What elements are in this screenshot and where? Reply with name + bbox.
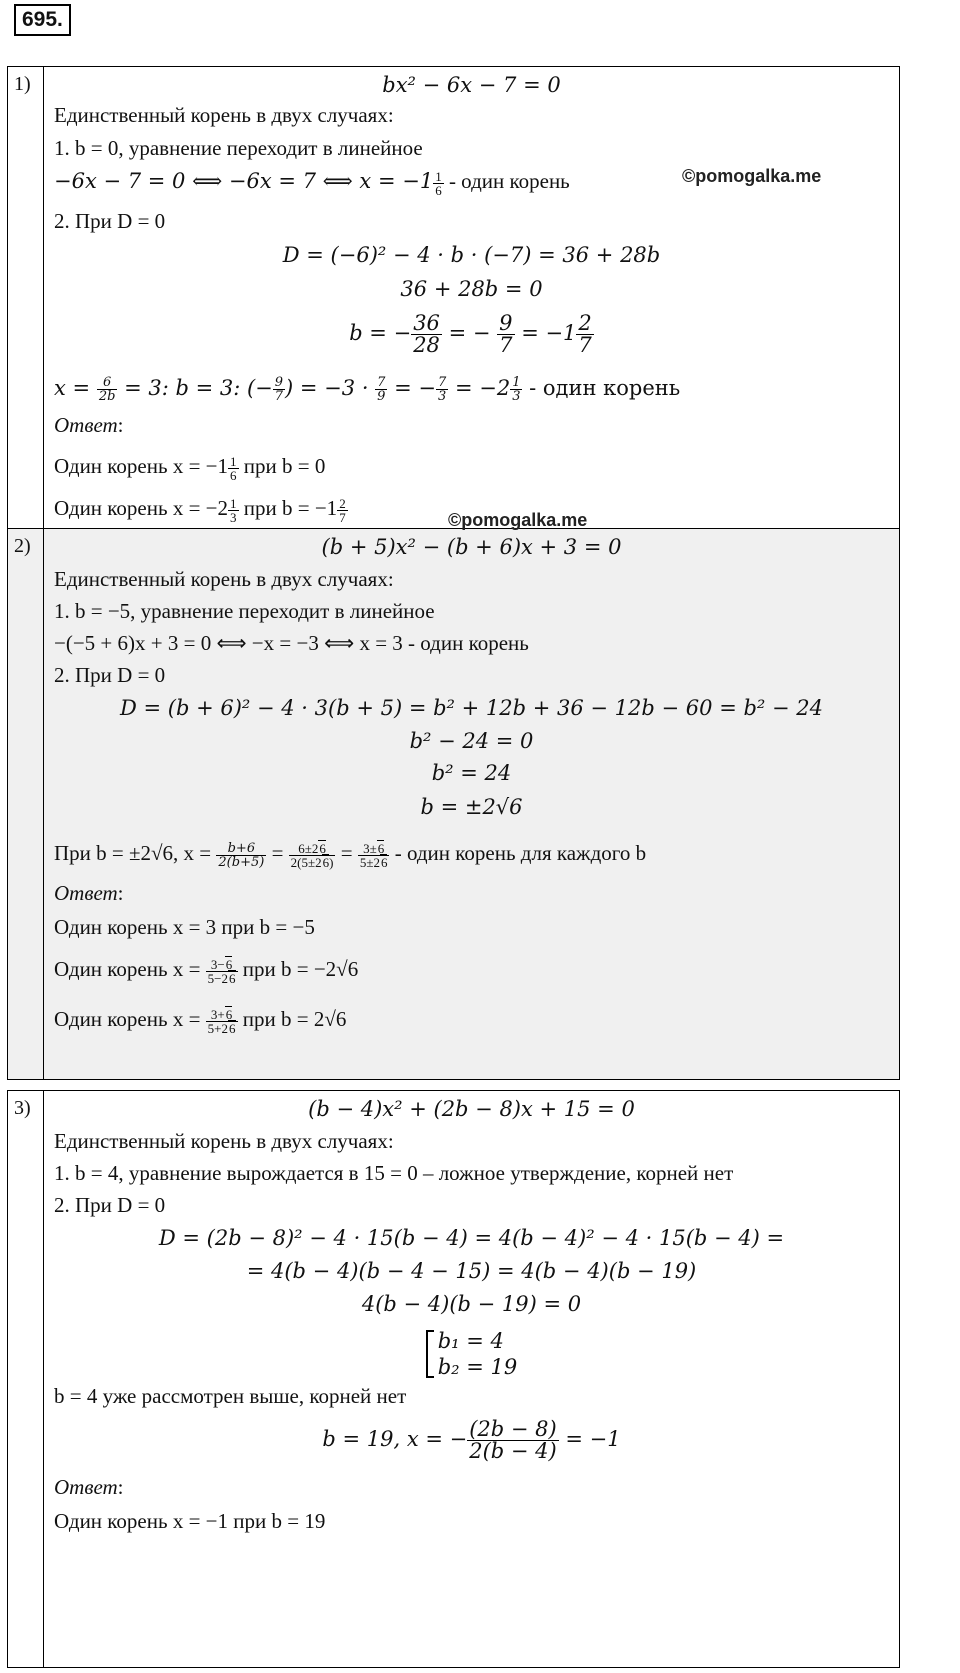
case-1: 1. b = −5, уравнение переходит в линейное — [54, 599, 435, 623]
discriminant-equation: 4(b − 4)(b − 19) = 0 — [361, 1292, 582, 1316]
x-expression: x = $\frac{6}{2b}$ = 3: b = 3: (− $\frac{9}{7}$ ) = −3 · $\frac{7}{9}$ = − $\frac{7}{3}$ = −2 $\frac{1}{3}$ - один корень — [54, 375, 681, 404]
discriminant-line-2: = 4(b − 4)(b − 4 − 15) = 4(b − 4)(b − 19) — [246, 1259, 697, 1283]
intro-text: Единственный корень в двух случаях: — [54, 567, 394, 591]
discriminant-equation: 36 + 28b = 0 — [400, 277, 543, 301]
item-number: 1) — [14, 73, 31, 95]
number-column — [8, 529, 44, 1079]
final-root: b = 19, x = − $\frac{(2b - 8)}{2(b - 4)}$ = −1 — [322, 1417, 621, 1463]
equation: (b + 5)x² − (b + 6)x + 3 = 0 — [321, 535, 622, 559]
answer-label: Ответ: — [54, 1475, 124, 1499]
number-column — [8, 67, 44, 528]
answer-1: Один корень x = 3 при b = −5 — [54, 915, 315, 939]
answer-label: Ответ: — [54, 413, 124, 437]
item-number: 2) — [14, 535, 31, 557]
solution-block-1 — [7, 66, 900, 529]
discriminant: D = (b + 6)² − 4 · 3(b + 5) = b² + 12b + 36 − 12b − 60 = b² − 24 — [119, 696, 823, 720]
task-number: 695. — [14, 4, 71, 36]
answer-3: Один корень x = $\frac{3+6}{5+26}$ при b = 2√6 — [54, 1006, 347, 1036]
case-2: 2. При D = 0 — [54, 663, 166, 687]
answer-1: Один корень x = −1 $\frac{1}{6}$ при b = 0 — [54, 453, 326, 483]
intro-text: Единственный корень в двух случаях: — [54, 103, 394, 127]
number-column — [8, 1091, 44, 1667]
b-value: b = − $\frac{36}{28}$ = − $\frac{9}{7}$ = −1 $\frac{2}{7}$ — [349, 311, 592, 357]
case-2: 2. При D = 0 — [54, 1193, 166, 1217]
note: b = 4 уже рассмотрен выше, корней нет — [54, 1384, 407, 1408]
block-content — [44, 529, 899, 1079]
item-number: 3) — [14, 1097, 31, 1119]
discriminant: D = (−6)² − 4 · b · (−7) = 36 + 28b — [282, 243, 661, 267]
answer-2: Один корень x = −2 $\frac{1}{3}$ при b = −1 $\frac{2}{7}$ — [54, 495, 346, 525]
discriminant-line-1: D = (2b − 8)² − 4 · 15(b − 4) = 4(b − 4)² − 4 · 15(b − 4) = — [158, 1226, 785, 1250]
watermark-top: ©pomogalka.me — [682, 166, 822, 186]
answer-2: Один корень x = $\frac{3-6}{5-26}$ при b = −2√6 — [54, 956, 359, 986]
roots-system: b₁ = 4 b₂ = 19 — [44, 1323, 899, 1381]
b-value: b = ±2√6 — [420, 795, 523, 819]
answer-1: Один корень x = −1 при b = 19 — [54, 1509, 326, 1533]
linear-equation: −6x − 7 = 0 ⟺ −6x = 7 ⟺ x = −1 $\frac{1}{6}$ - один корень — [54, 168, 570, 198]
equation: bx² − 6x − 7 = 0 — [382, 73, 561, 97]
linear-equation: −(−5 + 6)x + 3 = 0 ⟺ −x = −3 ⟺ x = 3 - один корень — [54, 631, 529, 655]
equation: (b − 4)x² + (2b − 8)x + 15 = 0 — [308, 1097, 635, 1121]
b-squared: b² = 24 — [431, 761, 512, 785]
case-1: 1. b = 4, уравнение вырождается в 15 = 0 – ложное утверждение, корней нет — [54, 1161, 734, 1185]
discriminant-equation: b² − 24 = 0 — [409, 729, 534, 753]
block-content — [44, 67, 899, 528]
x-expression: При b = ±2√6, x = $\frac{b+6}{2(b+5)}$ = $\frac{6\pm 26}{2(5\pm 26)}$ = $\frac{3\pm 6}{5\pm 26}$ - один корень для каждого b — [54, 840, 647, 870]
block-content — [44, 1091, 899, 1667]
watermark-middle: ©pomogalka.me — [448, 510, 588, 530]
answer-label: Ответ: — [54, 881, 124, 905]
intro-text: Единственный корень в двух случаях: — [54, 1129, 394, 1153]
case-1: 1. b = 0, уравнение переходит в линейное — [54, 136, 423, 160]
solution-block-3 — [7, 1090, 900, 1668]
case-2: 2. При D = 0 — [54, 209, 166, 233]
solution-block-2 — [7, 528, 900, 1080]
